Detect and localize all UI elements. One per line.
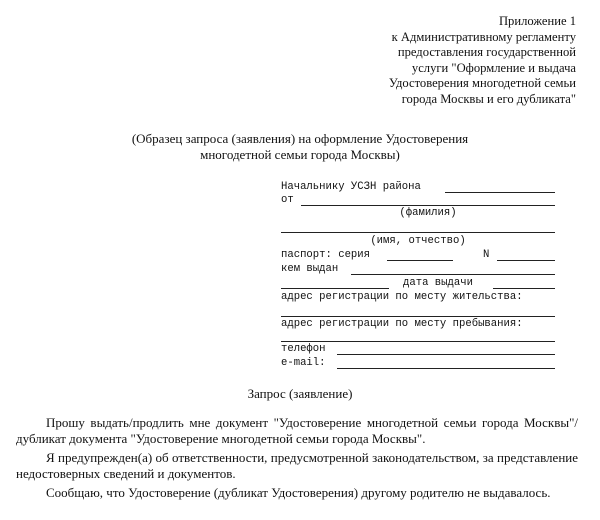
from-label: от bbox=[281, 194, 294, 206]
issued-by-field-continued[interactable] bbox=[281, 288, 389, 289]
email-field[interactable] bbox=[337, 368, 555, 369]
request-paragraph: Я предупрежден(а) об ответственности, предусмотренной законодательством, за представление недостоверных сведений и документов. bbox=[16, 450, 578, 481]
passport-number-label: N bbox=[483, 249, 490, 261]
residence-address-field[interactable] bbox=[281, 316, 555, 317]
request-paragraph: Прошу выдать/продлить мне документ "Удостоверение многодетной семьи города Москвы"/дубликат документа "Удостоверение многодетной семьи города Москвы". bbox=[16, 415, 578, 446]
stay-address-label: адрес регистрации по месту пребывания: bbox=[281, 318, 523, 330]
issued-by-label: кем выдан bbox=[281, 263, 339, 275]
sample-title-line1: (Образец запроса (заявления) на оформление Удостоверения bbox=[131, 131, 469, 146]
surname-field[interactable] bbox=[301, 205, 555, 206]
email-label: e-mail: bbox=[281, 357, 326, 369]
request-paragraph: Сообщаю, что Удостоверение (дубликат Удостоверения) другому родителю не выдавалось. bbox=[46, 485, 551, 500]
request-body bbox=[16, 415, 578, 505]
passport-series-label: паспорт: серия bbox=[281, 249, 371, 261]
addressee-label: Начальнику УСЗН района bbox=[281, 181, 421, 193]
issue-date-field[interactable] bbox=[493, 288, 555, 289]
appendix-line: города Москвы и его дубликата" bbox=[401, 91, 576, 106]
passport-series-field[interactable] bbox=[387, 260, 453, 261]
surname-hint: (фамилия) bbox=[399, 207, 457, 219]
phone-field[interactable] bbox=[337, 354, 555, 355]
stay-address-field[interactable] bbox=[281, 341, 555, 342]
name-hint: (имя, отчество) bbox=[370, 235, 466, 247]
appendix-note bbox=[389, 14, 576, 107]
issue-date-label: дата выдачи bbox=[403, 277, 473, 289]
district-field[interactable] bbox=[445, 192, 555, 193]
sample-title-line2: многодетной семьи города Москвы) bbox=[200, 147, 400, 162]
residence-address-label: адрес регистрации по месту жительства: bbox=[281, 291, 523, 303]
appendix-line: Приложение 1 bbox=[498, 14, 576, 28]
appendix-line: услуги "Оформление и выдача bbox=[411, 60, 576, 75]
request-title: Запрос (заявление) bbox=[247, 386, 353, 401]
appendix-line: к Административному регламенту bbox=[391, 29, 576, 44]
appendix-line: Удостоверения многодетной семьи bbox=[388, 76, 576, 90]
name-field[interactable] bbox=[281, 232, 555, 233]
passport-number-field[interactable] bbox=[497, 260, 555, 261]
phone-label: телефон bbox=[281, 343, 326, 355]
sample-title bbox=[0, 131, 600, 163]
appendix-line: предоставления государственной bbox=[397, 45, 576, 59]
issued-by-field[interactable] bbox=[351, 274, 555, 275]
